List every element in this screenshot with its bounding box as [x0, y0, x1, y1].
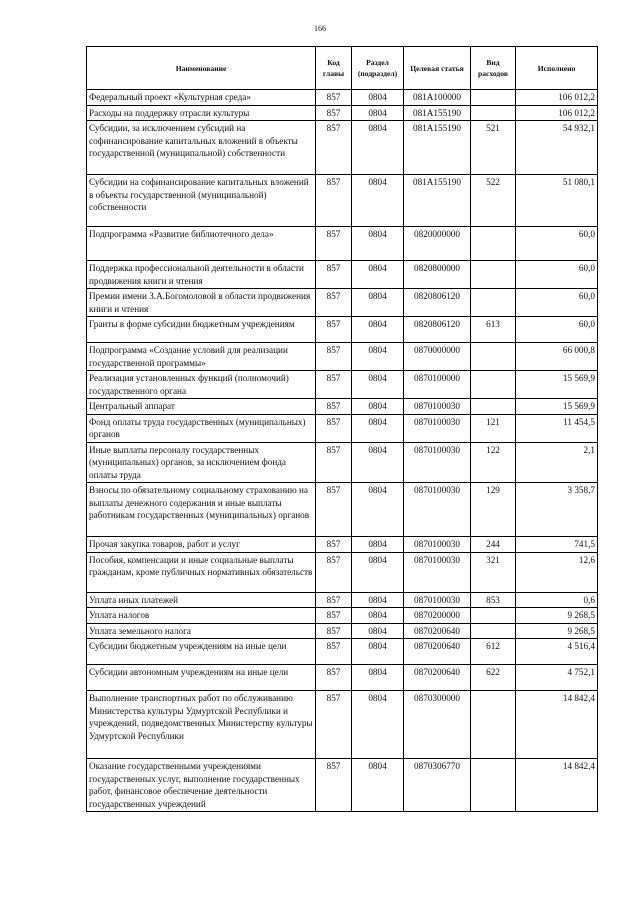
cell-section: 0804	[352, 552, 404, 592]
cell-target: 0820806120	[404, 289, 471, 317]
cell-section: 0804	[352, 759, 404, 812]
cell-code: 857	[316, 289, 352, 317]
cell-target: 0870100030	[404, 399, 471, 415]
cell-type	[471, 623, 516, 639]
table-row	[87, 317, 598, 343]
cell-code: 857	[316, 537, 352, 553]
cell-amount: 9 268,5	[516, 623, 598, 639]
cell-code: 857	[316, 414, 352, 442]
cell-amount: 60,0	[516, 289, 598, 317]
cell-type: 521	[471, 121, 516, 175]
cell-target: 0870100030	[404, 414, 471, 442]
table-row	[87, 623, 598, 639]
cell-type	[471, 90, 516, 106]
cell-amount: 12,6	[516, 552, 598, 592]
cell-code: 857	[316, 105, 352, 121]
table-row	[87, 261, 598, 289]
cell-amount: 15 569,9	[516, 371, 598, 399]
cell-target: 0870100000	[404, 371, 471, 399]
cell-code: 857	[316, 121, 352, 175]
cell-name: Премии имени З.А.Богомоловой в области продвижения книги и чтения	[87, 289, 316, 317]
cell-name: Взносы по обязательному социальному страхованию на выплаты денежного содержания и иные выплаты работникам государственных (муниципальных) органов	[87, 483, 316, 537]
table-row	[87, 399, 598, 415]
page-number: 166	[314, 24, 326, 33]
cell-section: 0804	[352, 623, 404, 639]
cell-type	[471, 759, 516, 812]
cell-type: 853	[471, 592, 516, 608]
cell-type	[471, 691, 516, 759]
table-row	[87, 608, 598, 624]
cell-amount: 741,5	[516, 537, 598, 553]
cell-amount: 14 842,4	[516, 759, 598, 812]
cell-amount: 11 454,5	[516, 414, 598, 442]
cell-name: Реализация установленных функций (полномочий) государственного органа	[87, 371, 316, 399]
cell-amount: 14 842,4	[516, 691, 598, 759]
cell-section: 0804	[352, 289, 404, 317]
cell-code: 857	[316, 371, 352, 399]
cell-section: 0804	[352, 121, 404, 175]
cell-name: Субсидии бюджетным учреждениям на иные цели	[87, 639, 316, 665]
cell-target: 0870200000	[404, 608, 471, 624]
table-row	[87, 552, 598, 592]
cell-target: 0870200640	[404, 623, 471, 639]
cell-section: 0804	[352, 414, 404, 442]
table-row	[87, 105, 598, 121]
cell-section: 0804	[352, 608, 404, 624]
cell-name: Субсидии, за исключением субсидий на софинансирование капитальных вложений в объекты государственной (муниципальной) собственности	[87, 121, 316, 175]
cell-code: 857	[316, 261, 352, 289]
table-row	[87, 537, 598, 553]
table-header-row	[87, 47, 598, 90]
cell-section: 0804	[352, 227, 404, 261]
cell-type	[471, 371, 516, 399]
cell-name: Подпрограмма «Создание условий для реализации государственной программы»	[87, 343, 316, 371]
cell-name: Пособия, компенсации и иные социальные выплаты гражданам, кроме публичных нормативных обязательств	[87, 552, 316, 592]
cell-type: 244	[471, 537, 516, 553]
cell-target: 0870200640	[404, 639, 471, 665]
cell-section: 0804	[352, 639, 404, 665]
cell-code: 857	[316, 623, 352, 639]
cell-amount: 3 358,7	[516, 483, 598, 537]
cell-target: 0870100030	[404, 537, 471, 553]
cell-amount: 106 012,2	[516, 90, 598, 106]
cell-section: 0804	[352, 399, 404, 415]
table-body	[87, 90, 598, 812]
cell-name: Федеральный проект «Культурная среда»	[87, 90, 316, 106]
cell-name: Поддержка профессиональной деятельности в области продвижения книги и чтения	[87, 261, 316, 289]
cell-amount: 54 932,1	[516, 121, 598, 175]
cell-section: 0804	[352, 90, 404, 106]
cell-amount: 60,0	[516, 227, 598, 261]
cell-code: 857	[316, 665, 352, 691]
table-row	[87, 371, 598, 399]
cell-target: 0870200640	[404, 665, 471, 691]
cell-target: 081A155190	[404, 175, 471, 227]
cell-amount: 51 080,1	[516, 175, 598, 227]
table-row	[87, 414, 598, 442]
table-row	[87, 90, 598, 106]
cell-target: 0820806120	[404, 317, 471, 343]
cell-code: 857	[316, 552, 352, 592]
cell-target: 0870306770	[404, 759, 471, 812]
cell-name: Иные выплаты персоналу государственных (муниципальных) органов, за исключением фонда оплаты труда	[87, 442, 316, 483]
cell-code: 857	[316, 175, 352, 227]
cell-type: 122	[471, 442, 516, 483]
cell-target: 0870300000	[404, 691, 471, 759]
cell-name: Оказание государственными учреждениями государственных услуг, выполнение государственных работ, финансовое обеспечение деятельности государственных учреждений	[87, 759, 316, 812]
table-row	[87, 639, 598, 665]
cell-name: Субсидии на софинансирование капитальных вложений в объекты государственной (муниципальной) собственности	[87, 175, 316, 227]
cell-name: Уплата иных платежей	[87, 592, 316, 608]
cell-type	[471, 399, 516, 415]
cell-amount: 15 569,9	[516, 399, 598, 415]
cell-code: 857	[316, 483, 352, 537]
cell-section: 0804	[352, 317, 404, 343]
cell-type	[471, 289, 516, 317]
cell-code: 857	[316, 759, 352, 812]
cell-name: Подпрограмма «Развитие библиотечного дела»	[87, 227, 316, 261]
cell-amount: 4 752,1	[516, 665, 598, 691]
cell-type	[471, 608, 516, 624]
cell-amount: 106 012,2	[516, 105, 598, 121]
cell-code: 857	[316, 343, 352, 371]
cell-target: 081A155190	[404, 121, 471, 175]
cell-code: 857	[316, 639, 352, 665]
cell-type	[471, 105, 516, 121]
cell-target: 0870100030	[404, 592, 471, 608]
table-row	[87, 343, 598, 371]
cell-name: Центральный аппарат	[87, 399, 316, 415]
cell-code: 857	[316, 227, 352, 261]
cell-name: Уплата налогов	[87, 608, 316, 624]
cell-name: Прочая закупка товаров, работ и услуг	[87, 537, 316, 553]
cell-target: 081A155190	[404, 105, 471, 121]
table-row	[87, 759, 598, 812]
cell-code: 857	[316, 608, 352, 624]
cell-type: 321	[471, 552, 516, 592]
header-type: Вид расходов	[471, 47, 516, 90]
cell-amount: 60,0	[516, 261, 598, 289]
table-row	[87, 442, 598, 483]
table-row	[87, 665, 598, 691]
table-row	[87, 227, 598, 261]
table-row	[87, 175, 598, 227]
cell-amount: 2,1	[516, 442, 598, 483]
cell-type: 612	[471, 639, 516, 665]
cell-type: 129	[471, 483, 516, 537]
cell-name: Гранты в форме субсидии бюджетным учреждениям	[87, 317, 316, 343]
cell-amount: 9 268,5	[516, 608, 598, 624]
cell-target: 0870000000	[404, 343, 471, 371]
header-section: Раздел (подраздел)	[352, 47, 404, 90]
cell-section: 0804	[352, 483, 404, 537]
cell-section: 0804	[352, 261, 404, 289]
cell-section: 0804	[352, 371, 404, 399]
cell-name: Выполнение транспортных работ по обслуживанию Министерства культуры Удмуртской Республики и учреждений, подведомственных Министерству культуры Удмуртской Республики	[87, 691, 316, 759]
cell-type: 121	[471, 414, 516, 442]
cell-section: 0804	[352, 343, 404, 371]
cell-target: 0820000000	[404, 227, 471, 261]
cell-code: 857	[316, 90, 352, 106]
cell-name: Уплата земельного налога	[87, 623, 316, 639]
cell-target: 0820800000	[404, 261, 471, 289]
cell-code: 857	[316, 317, 352, 343]
table-row	[87, 289, 598, 317]
cell-amount: 60,0	[516, 317, 598, 343]
table-row	[87, 121, 598, 175]
cell-section: 0804	[352, 537, 404, 553]
cell-section: 0804	[352, 105, 404, 121]
cell-section: 0804	[352, 175, 404, 227]
cell-section: 0804	[352, 665, 404, 691]
cell-name: Субсидии автономным учреждениям на иные цели	[87, 665, 316, 691]
cell-amount: 4 516,4	[516, 639, 598, 665]
cell-target: 081A100000	[404, 90, 471, 106]
table-row	[87, 691, 598, 759]
cell-name: Расходы на поддержку отрасли культуры	[87, 105, 316, 121]
header-amount: Исполнено	[516, 47, 598, 90]
header-target: Целевая статья	[404, 47, 471, 90]
header-name: Наименование	[87, 47, 316, 90]
cell-code: 857	[316, 592, 352, 608]
cell-amount: 66 000,8	[516, 343, 598, 371]
header-code: Код главы	[316, 47, 352, 90]
cell-type	[471, 343, 516, 371]
cell-target: 0870100030	[404, 552, 471, 592]
cell-section: 0804	[352, 592, 404, 608]
cell-code: 857	[316, 442, 352, 483]
cell-amount: 0,6	[516, 592, 598, 608]
table-row	[87, 483, 598, 537]
cell-type	[471, 227, 516, 261]
cell-code: 857	[316, 691, 352, 759]
cell-name: Фонд оплаты труда государственных (муниципальных) органов	[87, 414, 316, 442]
cell-section: 0804	[352, 442, 404, 483]
budget-table	[86, 46, 598, 812]
cell-section: 0804	[352, 691, 404, 759]
cell-target: 0870100030	[404, 442, 471, 483]
cell-type: 613	[471, 317, 516, 343]
cell-type: 522	[471, 175, 516, 227]
cell-type: 622	[471, 665, 516, 691]
cell-type	[471, 261, 516, 289]
table-row	[87, 592, 598, 608]
cell-target: 0870100030	[404, 483, 471, 537]
cell-code: 857	[316, 399, 352, 415]
